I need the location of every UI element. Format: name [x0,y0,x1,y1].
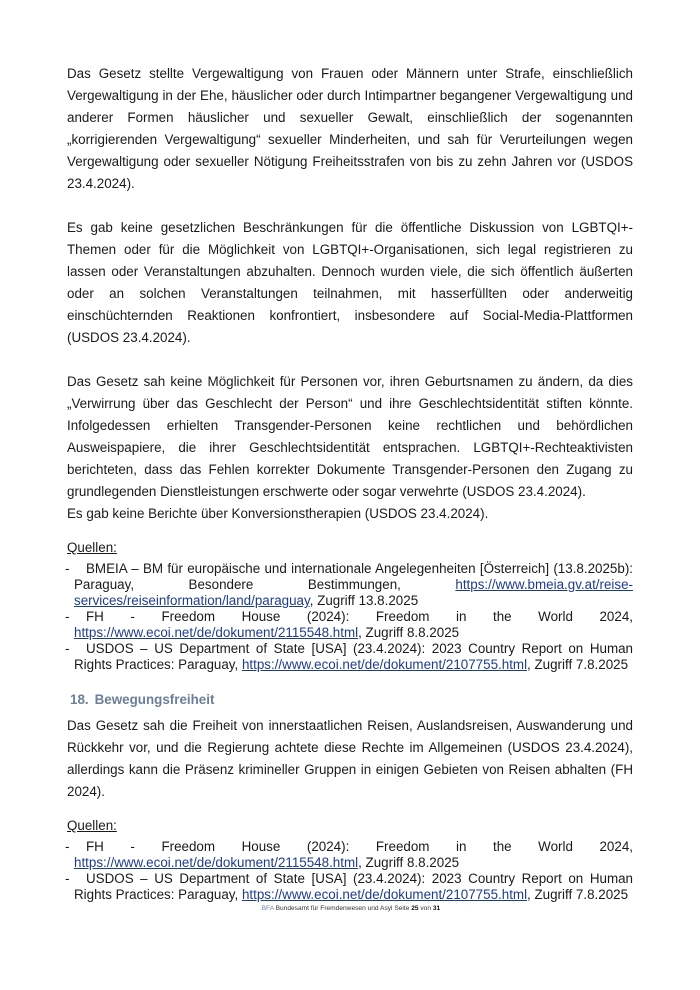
source-item-bmeia: - BMEIA – BM für europäische und internationale Angelegenheiten [Österreich] (13.8.2025b): Paraguay, Besondere Bestimmungen, https://www.bmeia.gv.at/reise-services/reiseinformation/land/paraguay, Zugriff 13.8.2025 [65,561,633,608]
document-page [67,63,633,903]
paragraph-name-change: Das Gesetz sah keine Möglichkeit für Personen vor, ihren Geburtsnamen zu ändern, da dies „Verwirrung über das Geschlecht der Person“ und ihre Geschlechtsidentität stiften könnte. Infolgedessen erhielten Transgender-Personen keine rechtlichen und behördlichen Ausweispapiere, die ihrer Geschlechtsidentität entsprachen. LGBTQI+-Rechteaktivisten berichteten, dass das Fehlen korrekter Dokumente Transgender-Personen den Zugang zu grundlegenden Dienstleistungen erschwerte oder sogar verwehrte (USDOS 23.4.2024). [67,374,633,499]
source-item-usdos: - USDOS – US Department of State [USA] (23.4.2024): 2023 Country Report on Human Rights Practices: Paraguay, https://www.ecoi.net/de/dokument/2107755.html, Zugriff 7.8.2025 [65,641,633,672]
page-total: 31 [432,905,441,912]
source-link-fh-2[interactable]: https://www.ecoi.net/de/dokument/2115548.html [74,855,359,870]
sources-list [67,561,633,673]
source-item-fh: - FH - Freedom House (2024): Freedom in the World 2024, https://www.ecoi.net/de/dokument/2115548.html, Zugriff 8.8.2025 [65,609,633,640]
paragraph-rape-law: Das Gesetz stellte Vergewaltigung von Frauen oder Männern unter Strafe, einschließlich Vergewaltigung in der Ehe, häuslicher oder durch Intimpartner begangener Vergewaltigung und anderer Formen häuslicher und sexueller Gewalt, einschließlich der sogenannten „korrigierenden Vergewaltigung“ sexueller Minderheiten, und sah für Verurteilungen wegen Vergewaltigung oder sexueller Nötigung Freiheitsstrafen von bis zu zehn Jahren vor (USDOS 23.4.2024). [67,66,633,191]
page-footer: .BFA Bundesamt für Fremdenwesen und Asyl Seite 25 von 31 [259,905,441,912]
source-link-fh[interactable]: https://www.ecoi.net/de/dokument/2115548.html [74,625,359,640]
source-link-bmeia[interactable]: https://www.bmeia.gv.at/reise-services/reiseinformation/land/paraguay [74,577,633,608]
page-number: 25 [411,905,419,912]
section-heading-bewegungsfreiheit: 18. Bewegungsfreiheit [70,692,215,707]
sources-title: Quellen: [67,540,117,555]
source-link-usdos[interactable]: https://www.ecoi.net/de/dokument/2107755.html [241,657,528,672]
sources-title-2: Quellen: [67,818,117,833]
bfa-logo-text: .BFA [259,905,274,912]
source-item-usdos-2: - USDOS – US Department of State [USA] (23.4.2024): 2023 Country Report on Human Rights Practices: Paraguay, https://www.ecoi.net/de/dokument/2107755.html, Zugriff 7.8.2025 [65,871,633,902]
source-item-fh-2: - FH - Freedom House (2024): Freedom in the World 2024, https://www.ecoi.net/de/dokument/2115548.html, Zugriff 8.8.2025 [65,839,633,870]
paragraph-freedom-of-movement: Das Gesetz sah die Freiheit von innerstaatlichen Reisen, Auslandsreisen, Auswanderung und Rückkehr vor, und die Regierung achtete diese Rechte im Allgemeinen (USDOS 23.4.2024), allerdings kann die Präsenz krimineller Gruppen in einigen Gebieten von Reisen abhalten (FH 2024). [67,718,633,799]
sources-list-2 [67,839,633,903]
paragraph-lgbtqi-discussion: Es gab keine gesetzlichen Beschränkungen für die öffentliche Diskussion von LGBTQI+-Themen oder für die Möglichkeit von LGBTQI+-Organisationen, sich legal registrieren zu lassen oder Veranstaltungen abzuhalten. Dennoch wurden viele, die sich öffentlich äußerten oder an solchen Veranstaltungen teilnahmen, mit hasserfüllten oder anderweitig einschüchternden Reaktionen konfrontiert, insbesondere auf Social-Media-Plattformen (USDOS 23.4.2024). [67,220,633,345]
paragraph-conversion-therapy: Es gab keine Berichte über Konversionstherapien (USDOS 23.4.2024). [67,506,489,521]
source-link-usdos-2[interactable]: https://www.ecoi.net/de/dokument/2107755.html [241,887,528,902]
